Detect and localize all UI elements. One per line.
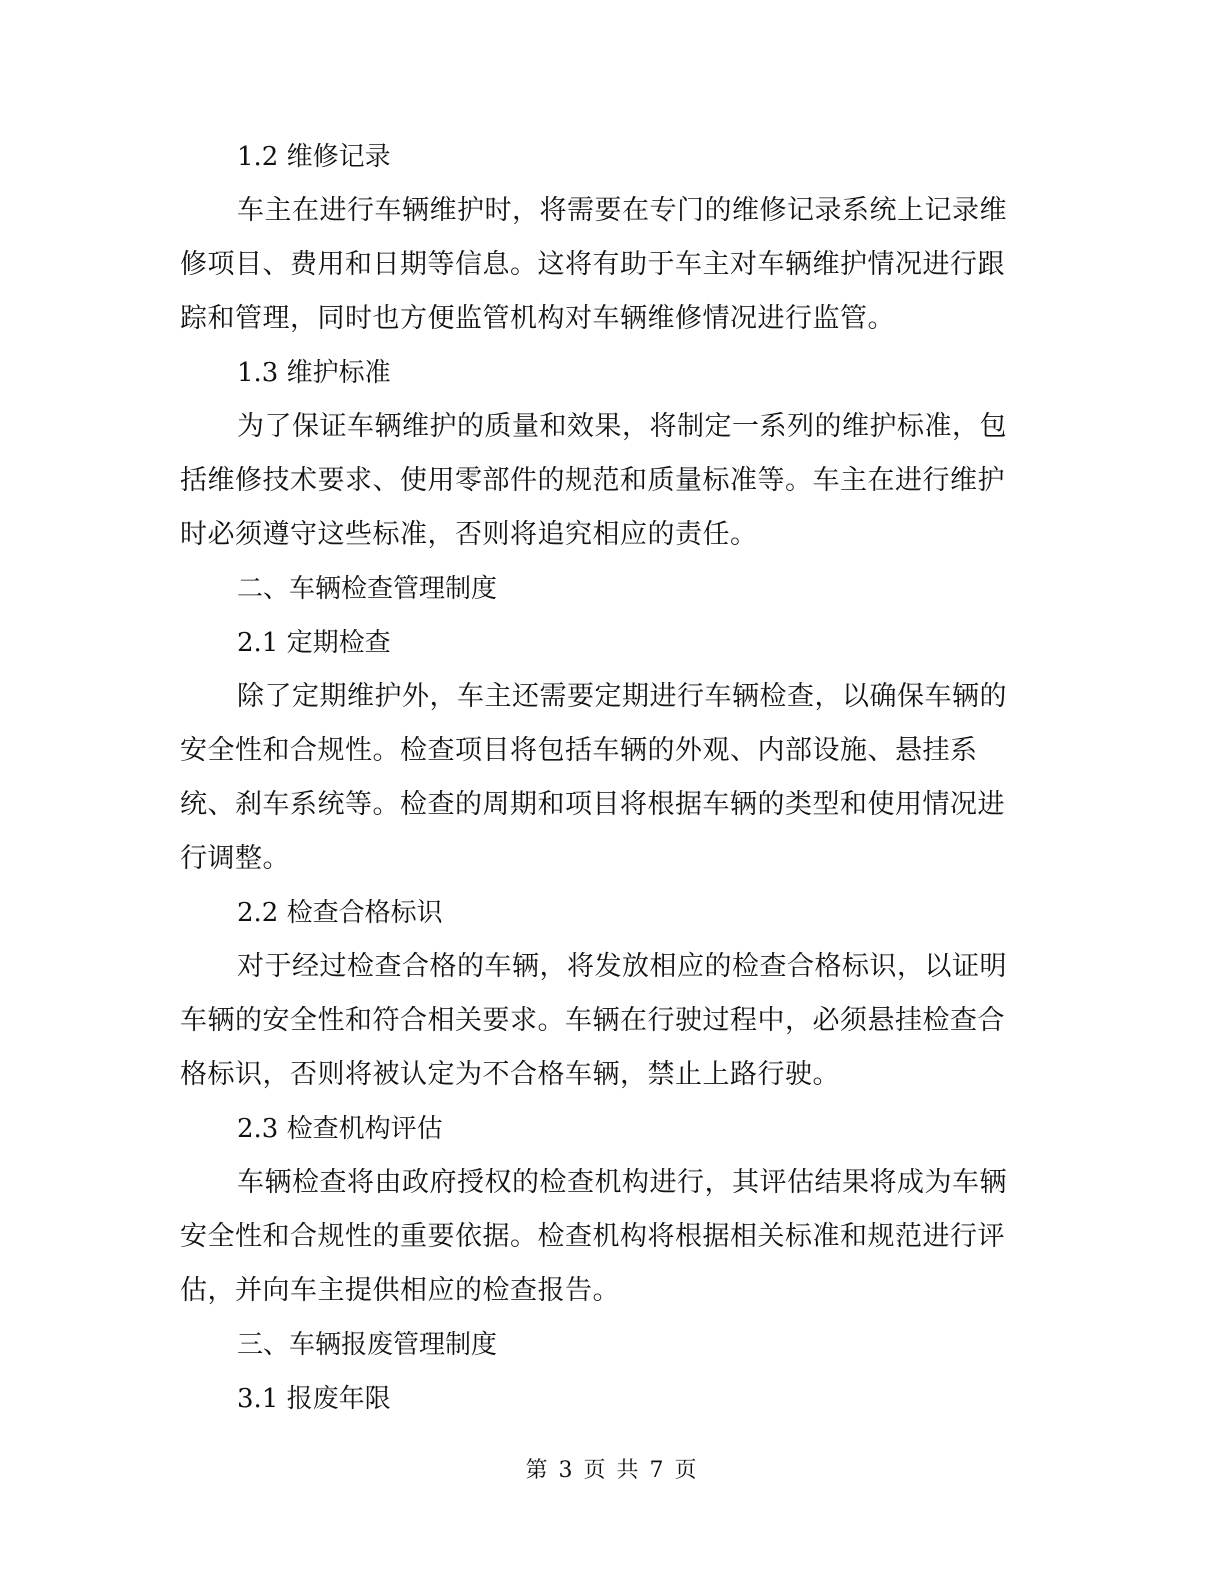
- chapter-heading-2: 二、车辆检查管理制度: [237, 574, 498, 604]
- paragraph-periodic-inspection: 除了定期维护外，车主还需要定期进行车辆检查，以确保车辆的安全性和合规性。检查项目将包括车辆的外观、内部设施、悬挂系统、刹车系统等。检查的周期和项目将根据车辆的类型和使用情况进行调整。: [180, 681, 1007, 874]
- paragraph-maintenance-standards: 为了保证车辆维护的质量和效果，将制定一系列的维护标准，包括维修技术要求、使用零部件的规范和质量标准等。车主在进行维护时必须遵守这些标准，否则将追究相应的责任。: [180, 411, 1007, 550]
- section-heading-1-3: 1.3 维护标准: [237, 358, 391, 388]
- section-heading-3-1: 3.1 报废年限: [237, 1384, 391, 1414]
- document-body: [180, 130, 1020, 1426]
- section-heading-2-3: 2.3 检查机构评估: [237, 1114, 443, 1144]
- section-heading-1-2: 1.2 维修记录: [237, 142, 391, 172]
- paragraph-inspection-agency: 车辆检查将由政府授权的检查机构进行，其评估结果将成为车辆安全性和合规性的重要依据。检查机构将根据相关标准和规范进行评估，并向车主提供相应的检查报告。: [180, 1167, 1007, 1306]
- section-heading-2-1: 2.1 定期检查: [237, 628, 391, 658]
- paragraph-inspection-mark: 对于经过检查合格的车辆，将发放相应的检查合格标识，以证明车辆的安全性和符合相关要求。车辆在行驶过程中，必须悬挂检查合格标识，否则将被认定为不合格车辆，禁止上路行驶。: [180, 951, 1007, 1090]
- section-heading-2-2: 2.2 检查合格标识: [237, 898, 443, 928]
- page-number: 第 3 页 共 7 页: [525, 1458, 699, 1483]
- paragraph-maintenance-records: 车主在进行车辆维护时，将需要在专门的维修记录系统上记录维修项目、费用和日期等信息。这将有助于车主对车辆维护情况进行跟踪和管理，同时也方便监管机构对车辆维修情况进行监管。: [180, 195, 1007, 334]
- chapter-heading-3: 三、车辆报废管理制度: [237, 1330, 498, 1360]
